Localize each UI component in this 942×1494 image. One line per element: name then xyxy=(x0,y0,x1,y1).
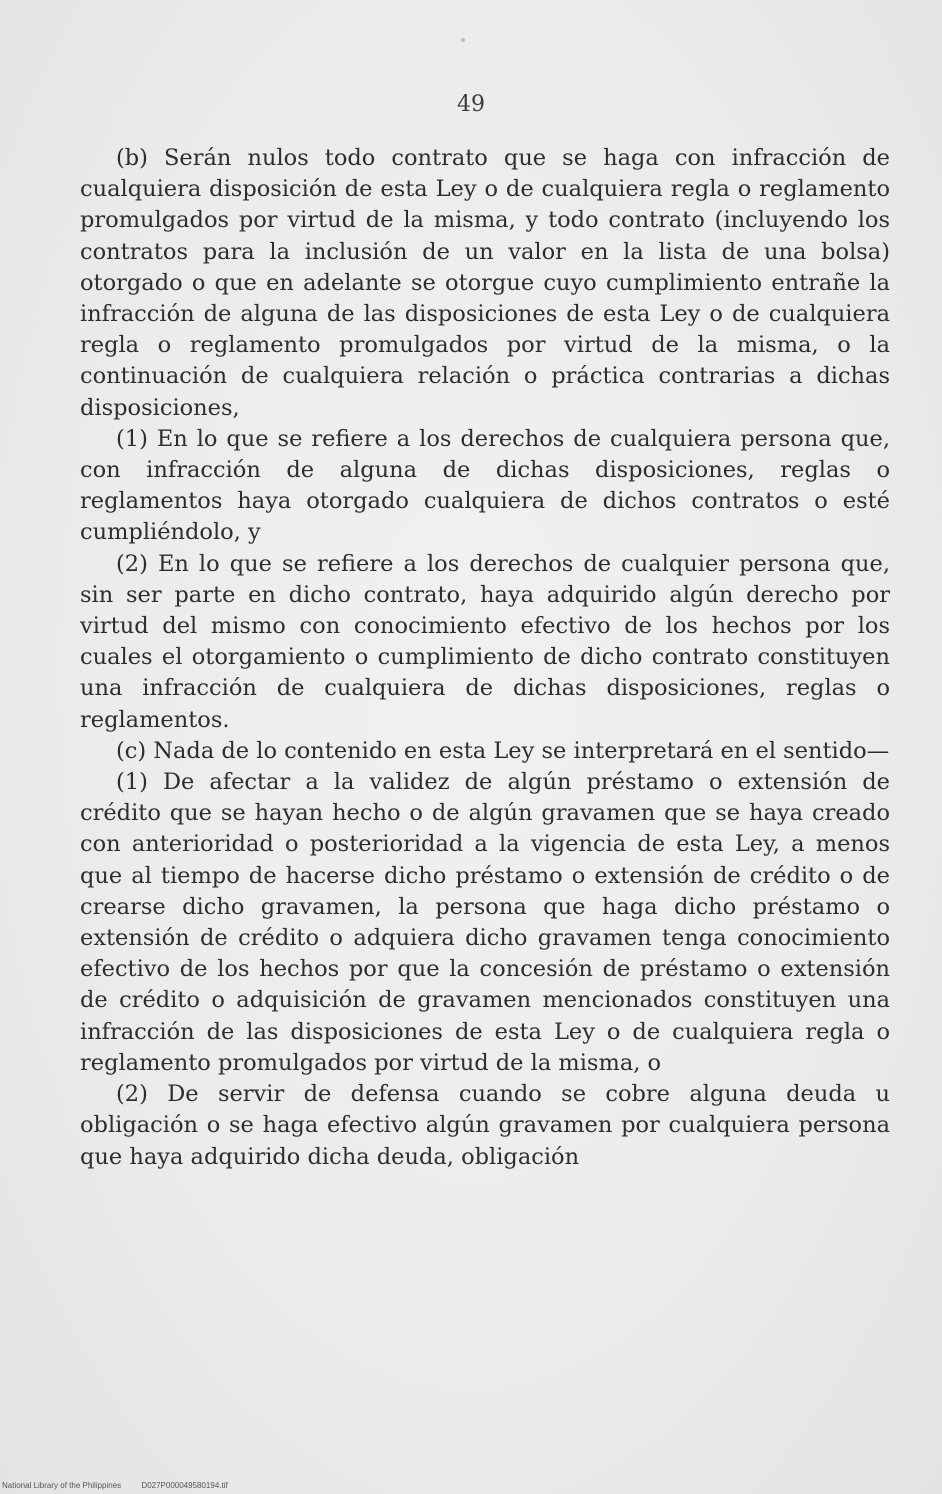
paragraph-b-1: (1) En lo que se refiere a los derechos de cualquiera persona que, con infracción de alguna de dichas disposiciones, reglas o reglamentos haya otorgado cualquiera de dichos contratos o esté cumpliéndolo, y xyxy=(80,425,890,546)
page-number: 49 xyxy=(457,92,485,117)
paragraph-b-2: (2) En lo que se refiere a los derechos de cualquier persona que, sin ser parte en dicho contrato, haya adquirido algún derecho por virtud del mismo con conocimiento efectivo de los hechos por los cuales el otorgamiento o cumplimiento de dicho contrato constituyen una infracción de cualquiera de dichas disposiciones, reglas o reglamentos. xyxy=(80,550,890,733)
body-text xyxy=(80,143,890,1173)
footer-library: National Library of the Philippines xyxy=(2,1481,122,1490)
scan-speck xyxy=(461,38,465,42)
paragraph-b: (b) Serán nulos todo contrato que se haga con infracción de cualquiera disposición de esta Ley o de cualquiera regla o reglamento promulgados por virtud de la misma, y todo contrato (incluyendo los contratos para la inclusión de un valor en la lista de una bolsa) otorgado o que en adelante se otorgue cuyo cumplimiento entrañe la infracción de alguna de las disposiciones de esta Ley o de cualquiera regla o reglamento promulgados por virtud de la misma, o la continuación de cualquiera relación o práctica contrarias a dichas disposiciones, xyxy=(80,145,890,421)
paragraph-c: (c) Nada de lo contenido en esta Ley se interpretará en el sentido— xyxy=(116,737,890,764)
scan-footer xyxy=(2,1481,228,1490)
paragraph-c-1: (1) De afectar a la validez de algún préstamo o extensión de crédito que se hayan hecho o de algún gravamen que se haya creado con anterioridad o posterioridad a la vigencia de esta Ley, a menos que al tiempo de hacerse dicho préstamo o extensión de crédito o de crearse dicho gravamen, la persona que haga dicho préstamo o extensión de crédito o adquiera dicho gravamen tenga conocimiento efectivo de los hechos por que la concesión de préstamo o extensión de crédito o adquisición de gravamen mencionados constituyen una infracción de las disposiciones de esta Ley o de cualquiera regla o reglamento promulgados por virtud de la misma, o xyxy=(80,769,890,1076)
paragraph-c-2: (2) De servir de defensa cuando se cobre alguna deuda u obligación o se haga efectivo algún gravamen por cualquiera persona que haya adquirido dicha deuda, obligación xyxy=(80,1081,890,1170)
footer-code: D027P000049580194.tif xyxy=(141,1481,228,1490)
